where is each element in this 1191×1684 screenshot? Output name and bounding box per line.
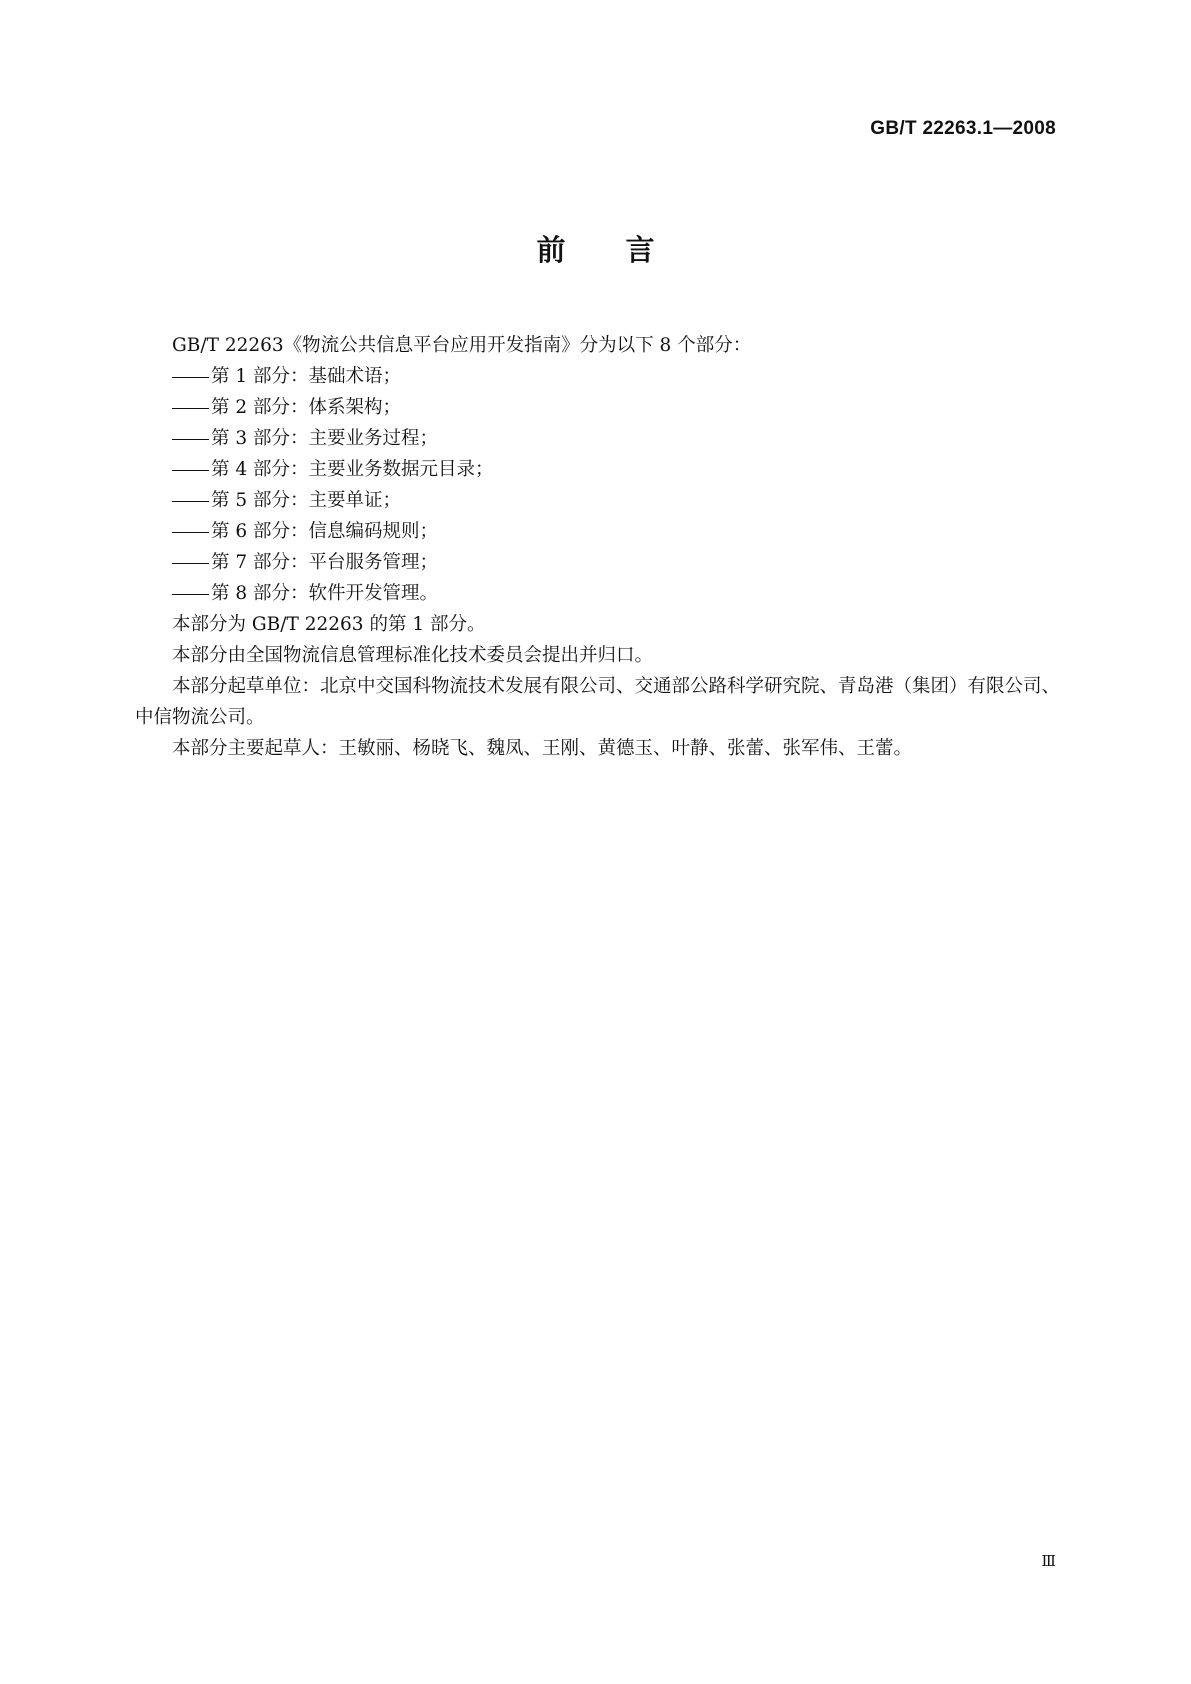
em-dash <box>172 501 209 502</box>
foreword-body <box>135 330 1060 764</box>
list-item <box>135 578 1060 609</box>
list-item <box>135 516 1060 547</box>
part-label: 第 4 部分：主要业务数据元目录； <box>211 459 494 480</box>
list-item <box>135 485 1060 516</box>
em-dash <box>172 470 209 471</box>
em-dash <box>172 594 209 595</box>
em-dash <box>172 377 209 378</box>
proposer-statement: 本部分由全国物流信息管理标准化技术委员会提出并归口。 <box>172 645 654 666</box>
list-item <box>135 361 1060 392</box>
part-label: 第 1 部分：基础术语； <box>211 366 402 387</box>
part-label: 第 8 部分：软件开发管理。 <box>211 583 439 604</box>
list-item <box>135 423 1060 454</box>
intro-paragraph: GB/T 22263《物流公共信息平台应用开发指南》分为以下 8 个部分： <box>172 335 752 356</box>
list-item <box>135 454 1060 485</box>
list-item <box>135 392 1060 423</box>
em-dash <box>172 439 209 440</box>
em-dash <box>172 532 209 533</box>
part-label: 第 7 部分：平台服务管理； <box>211 552 439 573</box>
page-number: Ⅲ <box>1041 1552 1056 1570</box>
part-statement: 本部分为 GB/T 22263 的第 1 部分。 <box>172 614 486 635</box>
em-dash <box>172 408 209 409</box>
drafters: 本部分主要起草人：王敏丽、杨晓飞、魏凤、王刚、黄德玉、叶静、张蕾、张军伟、王蕾。 <box>172 738 913 759</box>
page-title: 前言 <box>536 233 715 267</box>
part-label: 第 3 部分：主要业务过程； <box>211 428 439 449</box>
drafting-units: 本部分起草单位：北京中交国科物流技术发展有限公司、交通部公路科学研究院、青岛港（集团）有限公司、中信物流公司。 <box>135 676 1061 728</box>
part-label: 第 6 部分：信息编码规则； <box>211 521 439 542</box>
standard-number: GB/T 22263.1—2008 <box>870 118 1056 139</box>
part-label: 第 2 部分：体系架构； <box>211 397 402 418</box>
list-item <box>135 547 1060 578</box>
em-dash <box>172 563 209 564</box>
part-label: 第 5 部分：主要单证； <box>211 490 402 511</box>
